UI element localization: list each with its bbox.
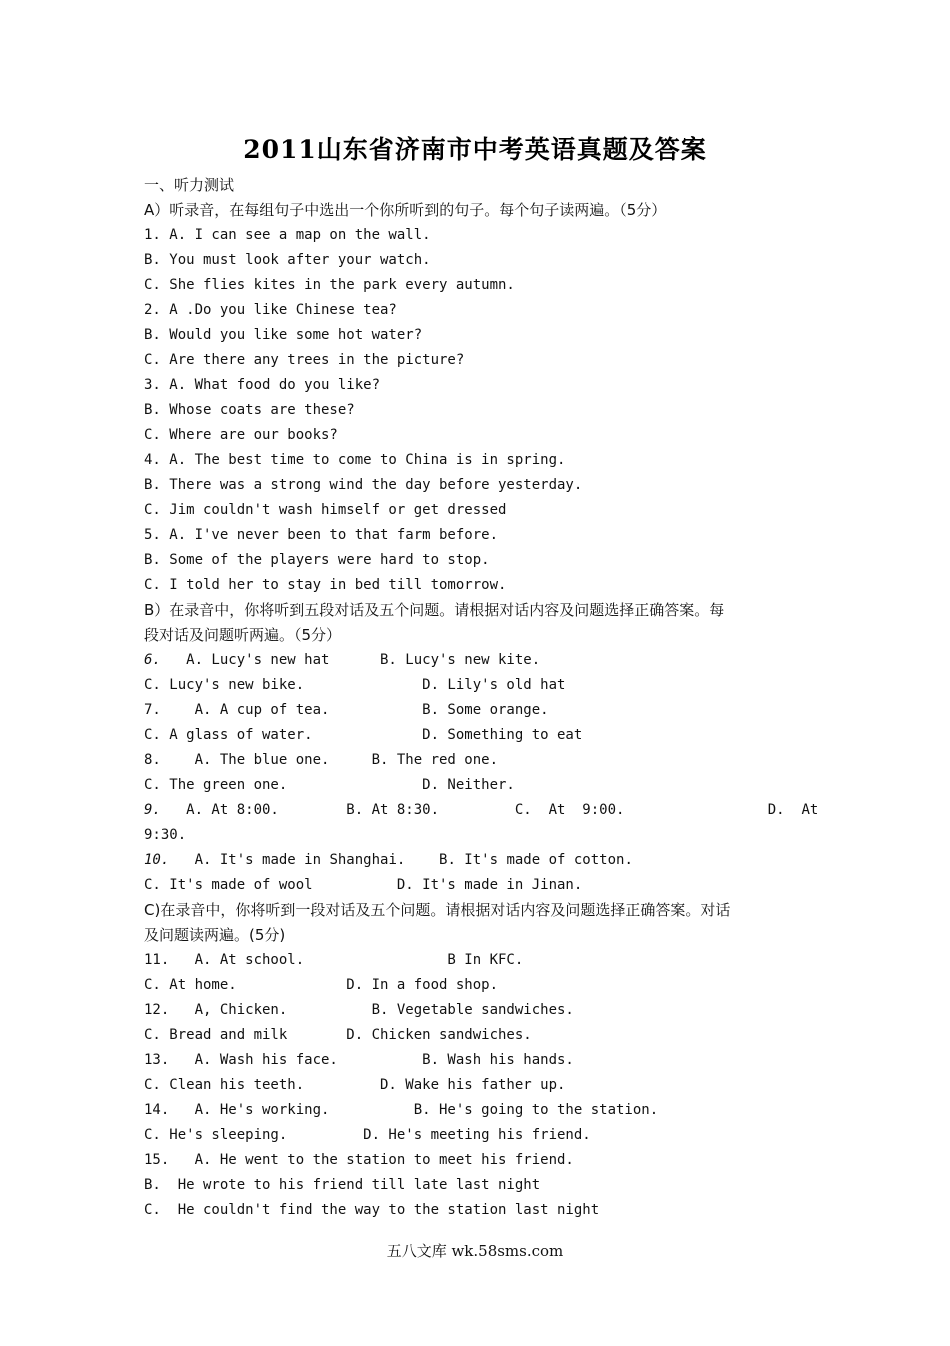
question-line: 5. A. I've never been to that farm before. bbox=[144, 527, 499, 543]
question-7-line-2: C. A glass of water. D. Something to eat bbox=[144, 727, 583, 743]
question-10-line-2: C. It's made of wool D. It's made in Jinan. bbox=[144, 877, 583, 893]
question-line: C. She flies kites in the park every autumn. bbox=[144, 277, 515, 293]
question-line: C. I told her to stay in bed till tomorrow. bbox=[144, 577, 507, 593]
question-line: 2. A .Do you like Chinese tea? bbox=[144, 302, 397, 318]
question-line: 14. A. He's working. B. He's going to the station. bbox=[144, 1102, 659, 1118]
question-6-line-2: C. Lucy's new bike. D. Lily's old hat bbox=[144, 677, 566, 693]
question-options: A. Lucy's new hat B. Lucy's new kite. bbox=[160, 652, 541, 668]
question-8-line-1: 8. A. The blue one. B. The red one. bbox=[144, 752, 499, 768]
question-6-line-1 bbox=[144, 648, 814, 673]
question-line: 3. A. What food do you like? bbox=[144, 377, 381, 393]
question-line: C. He couldn't find the way to the station last night bbox=[144, 1202, 600, 1218]
question-line: 15. A. He went to the station to meet his friend. bbox=[144, 1152, 574, 1168]
part-c-instruction-2: 及问题读两遍。(5分) bbox=[144, 926, 286, 944]
question-number: 6. bbox=[144, 652, 161, 668]
question-line: B. Would you like some hot water? bbox=[144, 327, 423, 343]
part-a-instruction: A）听录音，在每组句子中选出一个你所听到的句子。每个句子读两遍。（5分） bbox=[144, 201, 667, 219]
question-line: 11. A. At school. B In KFC. bbox=[144, 952, 524, 968]
question-options: A. It's made in Shanghai. B. It's made of cotton. bbox=[169, 852, 633, 868]
question-line: 13. A. Wash his face. B. Wash his hands. bbox=[144, 1052, 574, 1068]
page-footer: 五八文库 wk.58sms.com bbox=[386, 1242, 564, 1260]
document-body bbox=[144, 173, 819, 1223]
question-line: C. Are there any trees in the picture? bbox=[144, 352, 465, 368]
question-options: A. At 8:00. B. At 8:30. C. At 9:00. D. At bbox=[160, 802, 819, 818]
question-line: B. You must look after your watch. bbox=[144, 252, 431, 268]
section-heading: 一、听力测试 bbox=[144, 176, 235, 194]
question-7-line-1: 7. A. A cup of tea. B. Some orange. bbox=[144, 702, 549, 718]
question-number: 9. bbox=[144, 802, 161, 818]
question-8-line-2: C. The green one. D. Neither. bbox=[144, 777, 515, 793]
question-line: B. He wrote to his friend till late last night bbox=[144, 1177, 541, 1193]
document-title: 2011山东省济南市中考英语真题及答案 bbox=[243, 135, 707, 164]
question-line: C. At home. D. In a food shop. bbox=[144, 977, 499, 993]
part-b-instruction-1: B）在录音中，你将听到五段对话及五个问题。请根据对话内容及问题选择正确答案。每 bbox=[144, 601, 725, 619]
question-line: 12. A, Chicken. B. Vegetable sandwiches. bbox=[144, 1002, 574, 1018]
question-line: B. There was a strong wind the day before yesterday. bbox=[144, 477, 583, 493]
question-number: 10. bbox=[144, 852, 170, 868]
question-line: B. Some of the players were hard to stop. bbox=[144, 552, 490, 568]
question-line: C. Clean his teeth. D. Wake his father up. bbox=[144, 1077, 566, 1093]
question-line: 4. A. The best time to come to China is in spring. bbox=[144, 452, 566, 468]
question-line: C. He's sleeping. D. He's meeting his friend. bbox=[144, 1127, 591, 1143]
question-9-line-1 bbox=[144, 798, 819, 823]
part-b-instruction-2: 段对话及问题听两遍。（5分） bbox=[144, 626, 342, 644]
question-line: B. Whose coats are these? bbox=[144, 402, 355, 418]
question-line: C. Jim couldn't wash himself or get dressed bbox=[144, 502, 507, 518]
question-line: 1. A. I can see a map on the wall. bbox=[144, 227, 431, 243]
question-9-line-2: 9:30. bbox=[144, 827, 187, 843]
question-10-line-1 bbox=[144, 848, 814, 873]
question-line: C. Where are our books? bbox=[144, 427, 338, 443]
part-c-instruction-1: C)在录音中，你将听到一段对话及五个问题。请根据对话内容及问题选择正确答案。对话 bbox=[144, 901, 731, 919]
question-line: C. Bread and milk D. Chicken sandwiches. bbox=[144, 1027, 532, 1043]
